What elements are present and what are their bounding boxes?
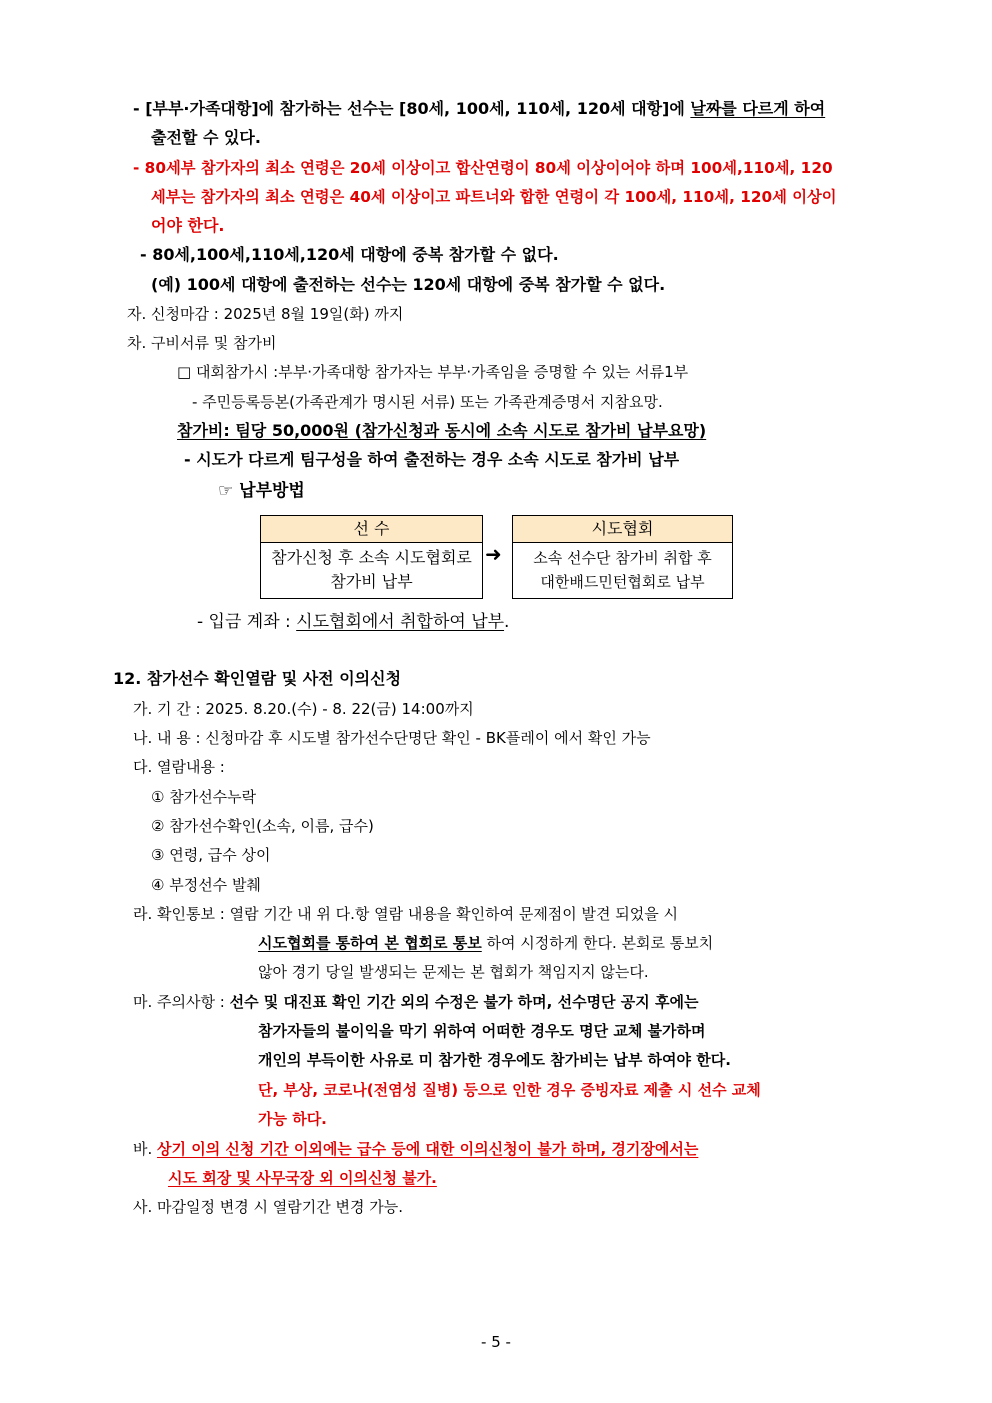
- notify-via-association: 시도협회를 통하여 본 협회로 통보: [258, 934, 482, 952]
- section12-ba-line1: 바. 상기 이의 신청 기간 이외에는 급수 등에 대한 이의신청이 불가 하며, 경기장에서는: [133, 1140, 699, 1158]
- date-rule-underlined: 날짜를 다르게 하여: [690, 99, 826, 118]
- section12-ra-line2: 시도협회를 통하여 본 협회로 통보 하여 시정하게 한다. 본회로 통보치: [258, 934, 714, 952]
- review-item: ④ 부정선수 발췌: [151, 876, 261, 894]
- section12-ma-line4: 단, 부상, 코로나(전염성 질병) 등으로 인한 경우 증빙자료 제출 시 선수 교체: [258, 1081, 761, 1099]
- dash-date-rule-line2: 출전할 수 있다.: [151, 128, 261, 147]
- item-cha-documents: 차. 구비서류 및 참가비: [127, 334, 277, 352]
- section12-da-label: 다. 열람내용 :: [133, 758, 225, 776]
- section12-na-content: 나. 내 용 : 신청마감 후 시도별 참가선수단명단 확인 - BK플레이 에서 확인 가능: [133, 729, 651, 747]
- section12-sa: 사. 마감일정 변경 시 열람기간 변경 가능.: [133, 1198, 403, 1216]
- payment-method-heading: ☞ 납부방법: [218, 481, 305, 501]
- section12-ra-line1: 라. 확인통보 : 열람 기간 내 위 다.항 열람 내용을 확인하여 문제점이 발견 되었을 시: [133, 905, 679, 923]
- section12-ba-line2: 시도 회장 및 사무국장 외 이의신청 불가.: [168, 1169, 437, 1187]
- flow-arrow-icon: ➜: [485, 542, 502, 566]
- page-number: - 5 -: [481, 1333, 511, 1351]
- section12-ma-line5: 가능 하다.: [258, 1110, 327, 1128]
- duplicate-entry-rule: - 80세,100세,110세,120세 대항에 중복 참가할 수 없다.: [140, 245, 559, 264]
- documents-sub: - 주민등록등본(가족관계가 명시된 서류) 또는 가족관계증명서 지참요망.: [192, 393, 663, 411]
- player-box-header: 선 수: [261, 516, 482, 543]
- section12-ma-line1: 마. 주의사항 : 선수 및 대진표 확인 기간 외의 수정은 불가 하며, 선수명단 공지 후에는: [133, 993, 699, 1011]
- association-box-line1: 소속 선수단 참가비 취합 후: [533, 549, 712, 567]
- association-box: [512, 515, 733, 599]
- documents-line: □ 대회참가시 :부부·가족대항 참가자는 부부·가족임을 증명할 수 있는 서류1부: [177, 363, 689, 381]
- red-age-rule-line2: 세부는 참가자의 최소 연령은 40세 이상이고 파트너와 합한 연령이 각 100세, 110세, 120세 이상이: [151, 188, 837, 206]
- red-age-rule-line1: - 80세부 참가자의 최소 연령은 20세 이상이고 합산연령이 80세 이상이어야 하며 100세,110세, 120: [133, 159, 833, 177]
- dash-date-rule: - [부부·가족대항]에 참가하는 선수는 [80세, 100세, 110세, 120세 대항]에 날짜를 다르게 하여: [133, 99, 826, 118]
- entry-fee-line: 참가비: 팀당 50,000원 (참가신청과 동시에 소속 시도로 참가비 납부요망): [177, 421, 707, 440]
- player-box-line1: 참가신청 후 소속 시도협회로: [271, 548, 472, 567]
- deposit-account-underlined: 시도협회에서 취합하여 납부: [296, 612, 505, 632]
- entry-fee-sub: - 시도가 다르게 팀구성을 하여 출전하는 경우 소속 시도로 참가비 납부: [184, 450, 680, 469]
- deposit-account-line: - 입금 계좌 : 시도협회에서 취합하여 납부.: [197, 612, 510, 632]
- review-item: ③ 연령, 급수 상이: [151, 846, 271, 864]
- player-box: [260, 515, 483, 599]
- item-ja-deadline: 자. 신청마감 : 2025년 8월 19일(화) 까지: [127, 305, 404, 323]
- player-box-line2: 참가비 납부: [330, 572, 413, 591]
- section12-ma-line2: 참가자들의 불이익을 막기 위하여 어떠한 경우도 명단 교체 불가하며: [258, 1022, 706, 1040]
- section12-ga-period: 가. 기 간 : 2025. 8.20.(수) - 8. 22(금) 14:00까지: [133, 700, 474, 718]
- section12-title: 12. 참가선수 확인열람 및 사전 이의신청: [113, 669, 402, 688]
- section12-ra-line3: 않아 경기 당일 발생되는 문제는 본 협회가 책임지지 않는다.: [258, 963, 649, 981]
- association-box-header: 시도협회: [513, 516, 732, 543]
- association-box-line2: 대한배드민턴협회로 납부: [540, 573, 705, 591]
- red-age-rule-line3: 어야 한다.: [151, 216, 225, 235]
- review-item: ② 참가선수확인(소속, 이름, 급수): [151, 817, 374, 835]
- duplicate-entry-example: (예) 100세 대항에 출전하는 선수는 120세 대항에 중복 참가할 수 없다.: [151, 275, 666, 294]
- section12-ma-line3: 개인의 부득이한 사유로 미 참가한 경우에도 참가비는 납부 하여야 한다.: [258, 1051, 731, 1069]
- review-item: ① 참가선수누락: [151, 788, 257, 806]
